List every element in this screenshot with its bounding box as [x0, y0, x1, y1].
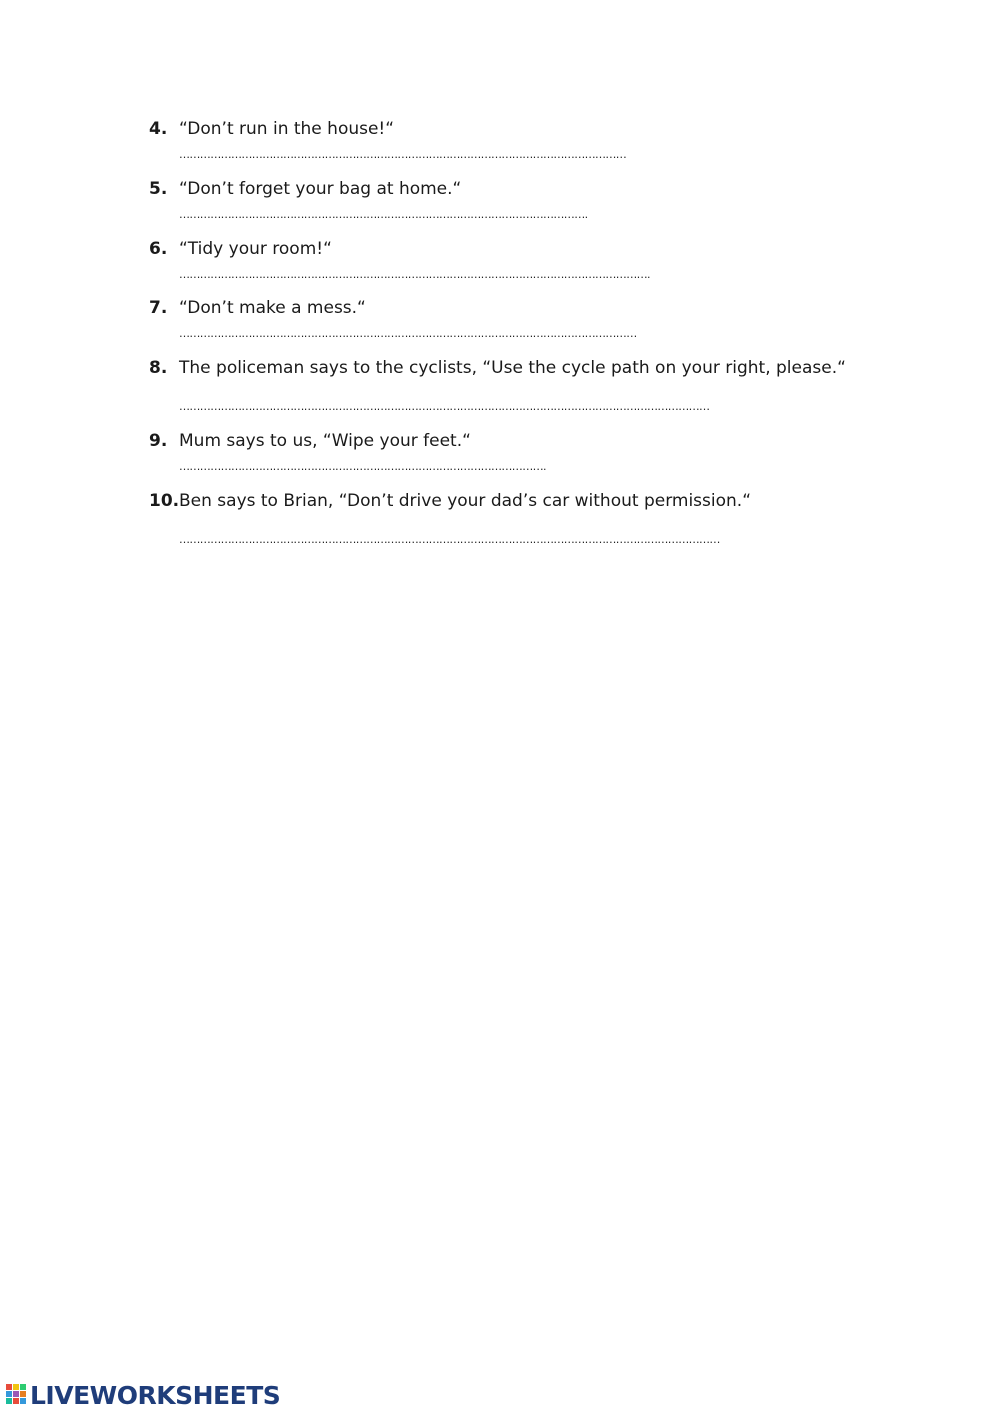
question-6: [149, 238, 909, 281]
question-7: [149, 297, 909, 340]
question-text: “Don’t forget your bag at home.“: [179, 179, 462, 199]
question-text: “Don’t run in the house!“: [179, 119, 395, 139]
answer-field[interactable]: …………………………………………………………………………………………………………………: [179, 149, 627, 161]
question-text: Ben says to Brian, “Don’t drive your dad’s car without permission.“: [179, 491, 751, 511]
question-text: The policeman says to the cyclists, “Use the cycle path on your right, please.“: [179, 358, 846, 378]
question-10: [149, 490, 909, 546]
question-text: “Don’t make a mess.“: [179, 298, 366, 318]
question-line: [149, 357, 909, 379]
liveworksheets-logo: [6, 1381, 280, 1409]
question-line: [149, 238, 909, 260]
answer-field[interactable]: …………………………………………………………………………………………………………………………………………: [179, 534, 720, 546]
question-4: [149, 118, 909, 161]
question-number: 9.: [149, 431, 168, 451]
question-number: 4.: [149, 119, 168, 139]
question-number: 6.: [149, 239, 168, 259]
question-line: [149, 178, 909, 200]
answer-field[interactable]: ……………………………………………………………………………………………………….: [179, 209, 588, 221]
question-line: [149, 118, 909, 140]
answer-field[interactable]: …………………………………………………………………………………………….: [179, 461, 546, 473]
question-8: [149, 357, 909, 413]
question-line: [149, 490, 909, 512]
question-number: 8.: [149, 358, 168, 378]
question-number: 5.: [149, 179, 168, 199]
answer-field[interactable]: ………………………………………………………………………………………………………………………………………: [179, 401, 710, 413]
question-text: Mum says to us, “Wipe your feet.“: [179, 431, 471, 451]
answer-field[interactable]: ……………………………………………………………………………………………………………………….: [179, 269, 650, 281]
question-text: “Tidy your room!“: [179, 239, 332, 259]
question-line: [149, 297, 909, 319]
blocks-icon: [6, 1384, 28, 1406]
question-line: [149, 430, 909, 452]
question-9: [149, 430, 909, 473]
question-5: [149, 178, 909, 221]
question-number: 10.: [149, 491, 180, 511]
question-number: 7.: [149, 298, 168, 318]
logo-text: LIVEWORKSHEETS: [30, 1380, 281, 1410]
answer-field[interactable]: ……………………………………………………………………………………………………………………: [179, 328, 637, 340]
